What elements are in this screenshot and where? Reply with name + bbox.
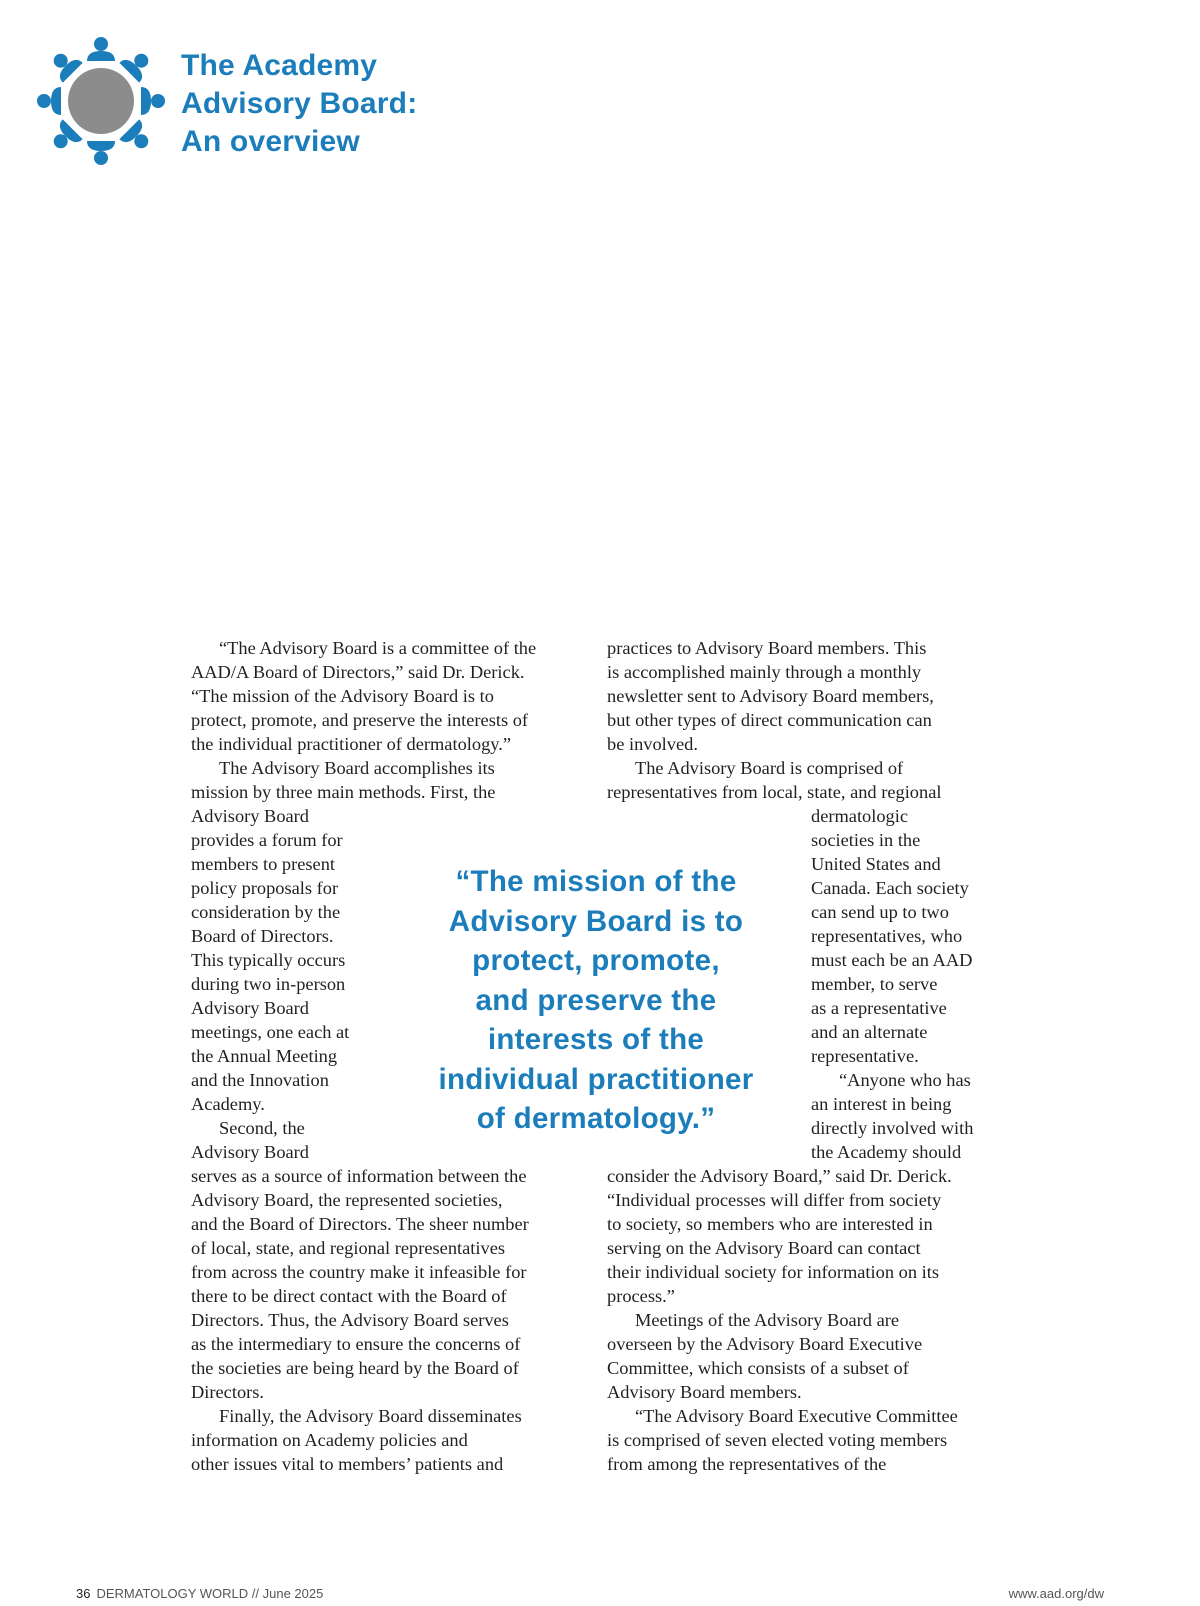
pull-quote [414,862,778,1139]
text-line: as a representative [811,998,947,1018]
text-line: is comprised of seven elected voting members [607,1430,948,1450]
footer-url: www.aad.org/dw [1008,1586,1104,1601]
text-line: overseen by the Advisory Board Executive [607,1334,923,1354]
text-line: must each be an AAD [811,950,973,970]
text-line: representatives from local, state, and regional [607,782,942,802]
text-line: can send up to two [811,902,949,922]
text-line: process.” [607,1286,675,1306]
text-line: consideration by the [191,902,341,922]
pull-quote-line: individual practitioner [438,1062,754,1096]
text-line: “Individual processes will differ from society [607,1190,942,1210]
roundtable-logo-icon [36,36,166,166]
text-line: Directors. Thus, the Advisory Board serves [191,1310,509,1330]
text-line: information on Academy policies and [191,1430,468,1450]
text-line: from among the representatives of the [607,1454,887,1474]
title-line: The Academy [181,49,378,82]
text-line: representative. [811,1046,919,1066]
text-line: Canada. Each society [811,878,969,898]
text-line: Meetings of the Advisory Board are [635,1310,900,1330]
publication-name: DERMATOLOGY WORLD // June 2025 [96,1586,324,1601]
text-line: Committee, which consists of a subset of [607,1358,909,1378]
text-line: Directors. [191,1382,265,1402]
text-line: the Annual Meeting [191,1046,338,1066]
text-line: practices to Advisory Board members. This [607,638,927,658]
page-title [181,47,417,161]
page-number: 36 [76,1586,91,1601]
text-line: This typically occurs [191,950,346,970]
text-line: “The Advisory Board is a committee of the [219,638,537,658]
text-line: United States and [811,854,941,874]
text-line: provides a forum for [191,830,343,850]
text-line: consider the Advisory Board,” said Dr. Derick. [607,1166,952,1186]
text-line: “The Advisory Board Executive Committee [635,1406,958,1426]
text-line: “The mission of the Advisory Board is to [191,686,494,706]
text-line: “Anyone who has [839,1070,971,1090]
text-line: the societies are being heard by the Board of [191,1358,519,1378]
text-line: The Advisory Board accomplishes its [219,758,495,778]
text-line: representatives, who [811,926,963,946]
pull-quote-line: interests of the [487,1023,705,1056]
text-line: is accomplished mainly through a monthly [607,662,922,682]
text-line: dermatologic [811,806,909,826]
text-line: serves as a source of information between the [191,1166,527,1186]
text-line: Advisory Board, the represented societies, [191,1190,503,1210]
text-line: and the Board of Directors. The sheer number [191,1214,529,1234]
text-line: mission by three main methods. First, the [191,782,496,802]
text-line: the Academy should [811,1142,962,1162]
text-line: be involved. [607,734,698,754]
text-line: newsletter sent to Advisory Board members, [607,686,934,706]
text-line: Advisory Board [191,998,309,1018]
text-line: Finally, the Advisory Board disseminates [219,1406,522,1426]
text-line: AAD/A Board of Directors,” said Dr. Derick. [191,662,525,682]
text-line: The Advisory Board is comprised of [635,758,904,778]
pull-quote-line: protect, promote, [472,944,720,977]
text-line: an interest in being [811,1094,952,1114]
text-line: and an alternate [811,1022,928,1042]
text-line: as the intermediary to ensure the concerns of [191,1334,521,1354]
pull-quote-line: and preserve the [475,983,717,1017]
text-line: and the Innovation [191,1070,329,1090]
text-line: Second, the [219,1118,305,1138]
footer-left [76,1586,323,1602]
text-line: to society, so members who are interested in [607,1214,933,1234]
pull-quote-line: Advisory Board is to [448,904,744,938]
text-line: Academy. [191,1094,265,1114]
text-line: of local, state, and regional representatives [191,1238,506,1258]
text-line: Advisory Board [191,806,309,826]
text-line: Advisory Board members. [607,1382,802,1402]
text-line: policy proposals for [191,878,339,898]
text-line: their individual society for information on its [607,1262,939,1282]
text-line: member, to serve [811,974,938,994]
title-line: Advisory Board: [181,87,418,120]
pull-quote-line: of dermatology.” [476,1102,716,1135]
text-line: but other types of direct communication can [607,710,932,730]
text-line: from across the country make it infeasible for [191,1262,527,1282]
pull-quote-line: “The mission of the [455,865,737,898]
text-line: members to present [191,854,336,874]
title-line: An overview [181,125,360,158]
text-line: meetings, one each at [191,1022,350,1042]
text-line: serving on the Advisory Board can contact [607,1238,921,1258]
text-line: Board of Directors. [191,926,334,946]
text-line: the individual practitioner of dermatology.” [191,734,512,754]
text-line: there to be direct contact with the Board of [191,1286,507,1306]
text-line: societies in the [811,830,921,850]
text-line: directly involved with [811,1118,974,1138]
text-line: protect, promote, and preserve the interests of [191,710,529,730]
text-line: other issues vital to members’ patients and [191,1454,504,1474]
text-line: during two in-person [191,974,346,994]
text-line: Advisory Board [191,1142,309,1162]
